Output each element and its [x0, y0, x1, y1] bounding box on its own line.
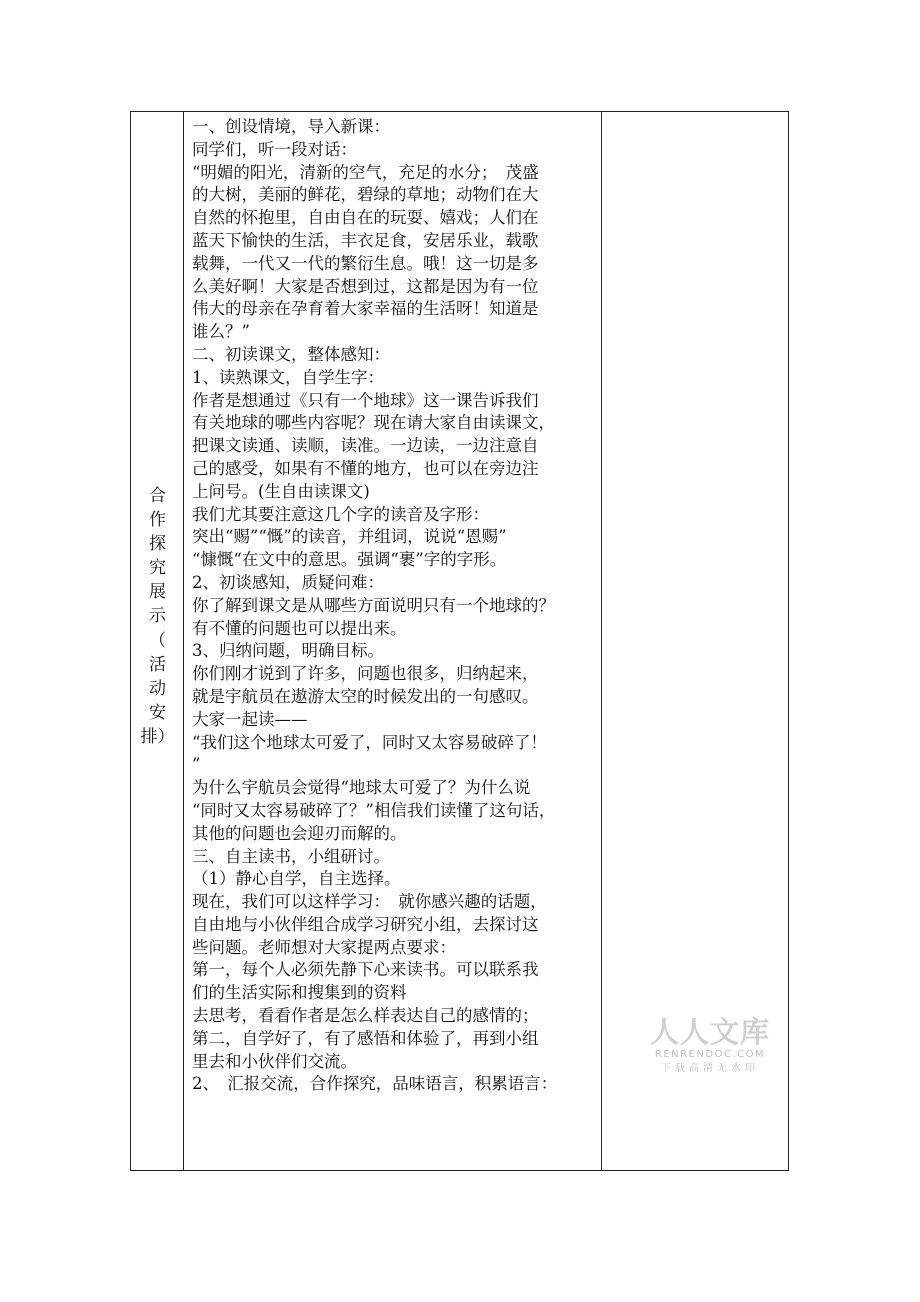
content-line: 一、创设情境，导入新课： [192, 117, 390, 136]
content-line: 你了解到课文是从哪些方面说明只有一个地球的？ [192, 595, 555, 615]
lesson-plan-table [130, 111, 789, 1171]
lesson-content-text [192, 116, 602, 1096]
activity-label-char: 展 [149, 582, 166, 603]
activity-label-char: 动 [149, 678, 166, 699]
content-line: 其他的问题也会迎刃而解的。 [192, 823, 407, 843]
content-line: 现在，我们可以这样学习： 就你感兴趣的话题， [192, 892, 547, 912]
content-line: 己的感受，如果有不懂的地方，也可以在旁边注 [192, 458, 539, 478]
content-line: 们的生活实际和搜集到的资料 [192, 983, 407, 1003]
content-line: 里去和小伙伴们交流。 [192, 1051, 357, 1071]
content-line: 载舞，一代又一代的繁衍生息。哦！这一切是多 [192, 253, 539, 273]
activity-label-char: 安 [149, 702, 166, 723]
content-line: 你们刚才说到了许多，问题也很多，归纳起来， [192, 664, 539, 684]
content-line: 就是宇航员在遨游太空的时候发出的一句感叹。 [192, 686, 539, 706]
content-line: 二、初读课文，整体感知： [192, 344, 390, 364]
content-line: 的大树，美丽的鲜花，碧绿的草地；动物们在大 [192, 185, 539, 205]
content-line: （1）静心自学，自主选择。 [192, 869, 401, 889]
content-line: 第二，自学好了，有了感悟和体验了，再到小组 [192, 1028, 539, 1048]
activity-label-char: 活 [149, 654, 166, 675]
content-line: 1、读熟课文，自学生字： [192, 367, 384, 387]
activity-label-char: 排） [140, 726, 175, 747]
activity-label-char: （ [149, 630, 166, 651]
content-line: 么美好啊！大家是否想到过，这都是因为有一位 [192, 276, 539, 296]
content-line: 自然的怀抱里，自由自在的玩耍、嬉戏；人们在 [192, 208, 539, 228]
content-line: “慷慨“在文中的意思。强调“裹”字的字形。 [192, 550, 507, 570]
activity-label-char: 究 [149, 558, 166, 579]
activity-label-char: 作 [149, 510, 166, 531]
activity-label-vertical-text [131, 484, 184, 749]
content-line: 2、 汇报交流，合作探究，品味语言，积累语言： [192, 1074, 558, 1094]
content-line: 三、自主读书，小组研讨。 [192, 846, 390, 866]
content-line: 大家一起读—— [192, 709, 308, 729]
content-line: 同学们，听一段对话： [192, 139, 357, 159]
lesson-content-cell [184, 112, 602, 1170]
activity-label-char: 探 [149, 534, 166, 555]
activity-label-char: 合 [149, 486, 166, 506]
content-line: 我们尤其要注意这几个字的读音及字形： [192, 504, 489, 524]
content-line: 把课文读通、读顺，读准。一边读，一边注意自 [192, 436, 539, 456]
watermark-domain: RENRENDOC.COM [654, 1049, 766, 1060]
content-line: 2、初谈感知，质疑问难： [192, 572, 384, 592]
content-line: 作者是想通过《只有一个地球》这一课告诉我们 [192, 390, 539, 410]
content-line: 去思考，看看作者是怎么样表达自己的感情的； [192, 1006, 539, 1026]
activity-label-cell [131, 112, 184, 1170]
content-line: 3、归纳问题，明确目标。 [192, 641, 384, 661]
content-line: 谁么？” [192, 322, 250, 342]
watermark-logo [648, 1016, 772, 1076]
content-line: 为什么宇航员会觉得“地球太可爱了？为什么说 [192, 778, 531, 798]
notes-cell [602, 112, 788, 1170]
content-line: 第一，每个人必须先静下心来读书。可以联系我 [192, 960, 539, 980]
content-line: “我们这个地球太可爱了，同时又太容易破碎了！ [192, 732, 547, 752]
content-line: 蓝天下愉快的生活，丰衣足食，安居乐业，载歌 [192, 230, 539, 250]
activity-label-char: 示 [149, 606, 166, 627]
content-line: 有关地球的哪些内容呢？现在请大家自由读课文， [192, 413, 555, 433]
content-line: “同时又太容易破碎了？”相信我们读懂了这句话， [192, 800, 556, 820]
content-line: 上问号。(生自由读课文) [192, 481, 370, 501]
watermark-title: 人人文库 [649, 1015, 770, 1049]
content-line: 突出“赐”“慨”的读音，并组词，说说“恩赐” [192, 527, 507, 547]
content-line: “明媚的阳光，清新的空气，充足的水分； 茂盛 [192, 162, 539, 182]
watermark-tagline: 下载高清无水印 [661, 1063, 759, 1074]
content-line: ” [192, 755, 201, 775]
content-line: 有不懂的问题也可以提出来。 [192, 618, 407, 638]
content-line: 些问题。老师想对大家提两点要求： [192, 937, 456, 957]
content-line: 自由地与小伙伴组合成学习研究小组，去探讨这 [192, 914, 539, 934]
content-line: 伟大的母亲在孕育着大家幸福的生活呀！知道是 [192, 299, 539, 319]
